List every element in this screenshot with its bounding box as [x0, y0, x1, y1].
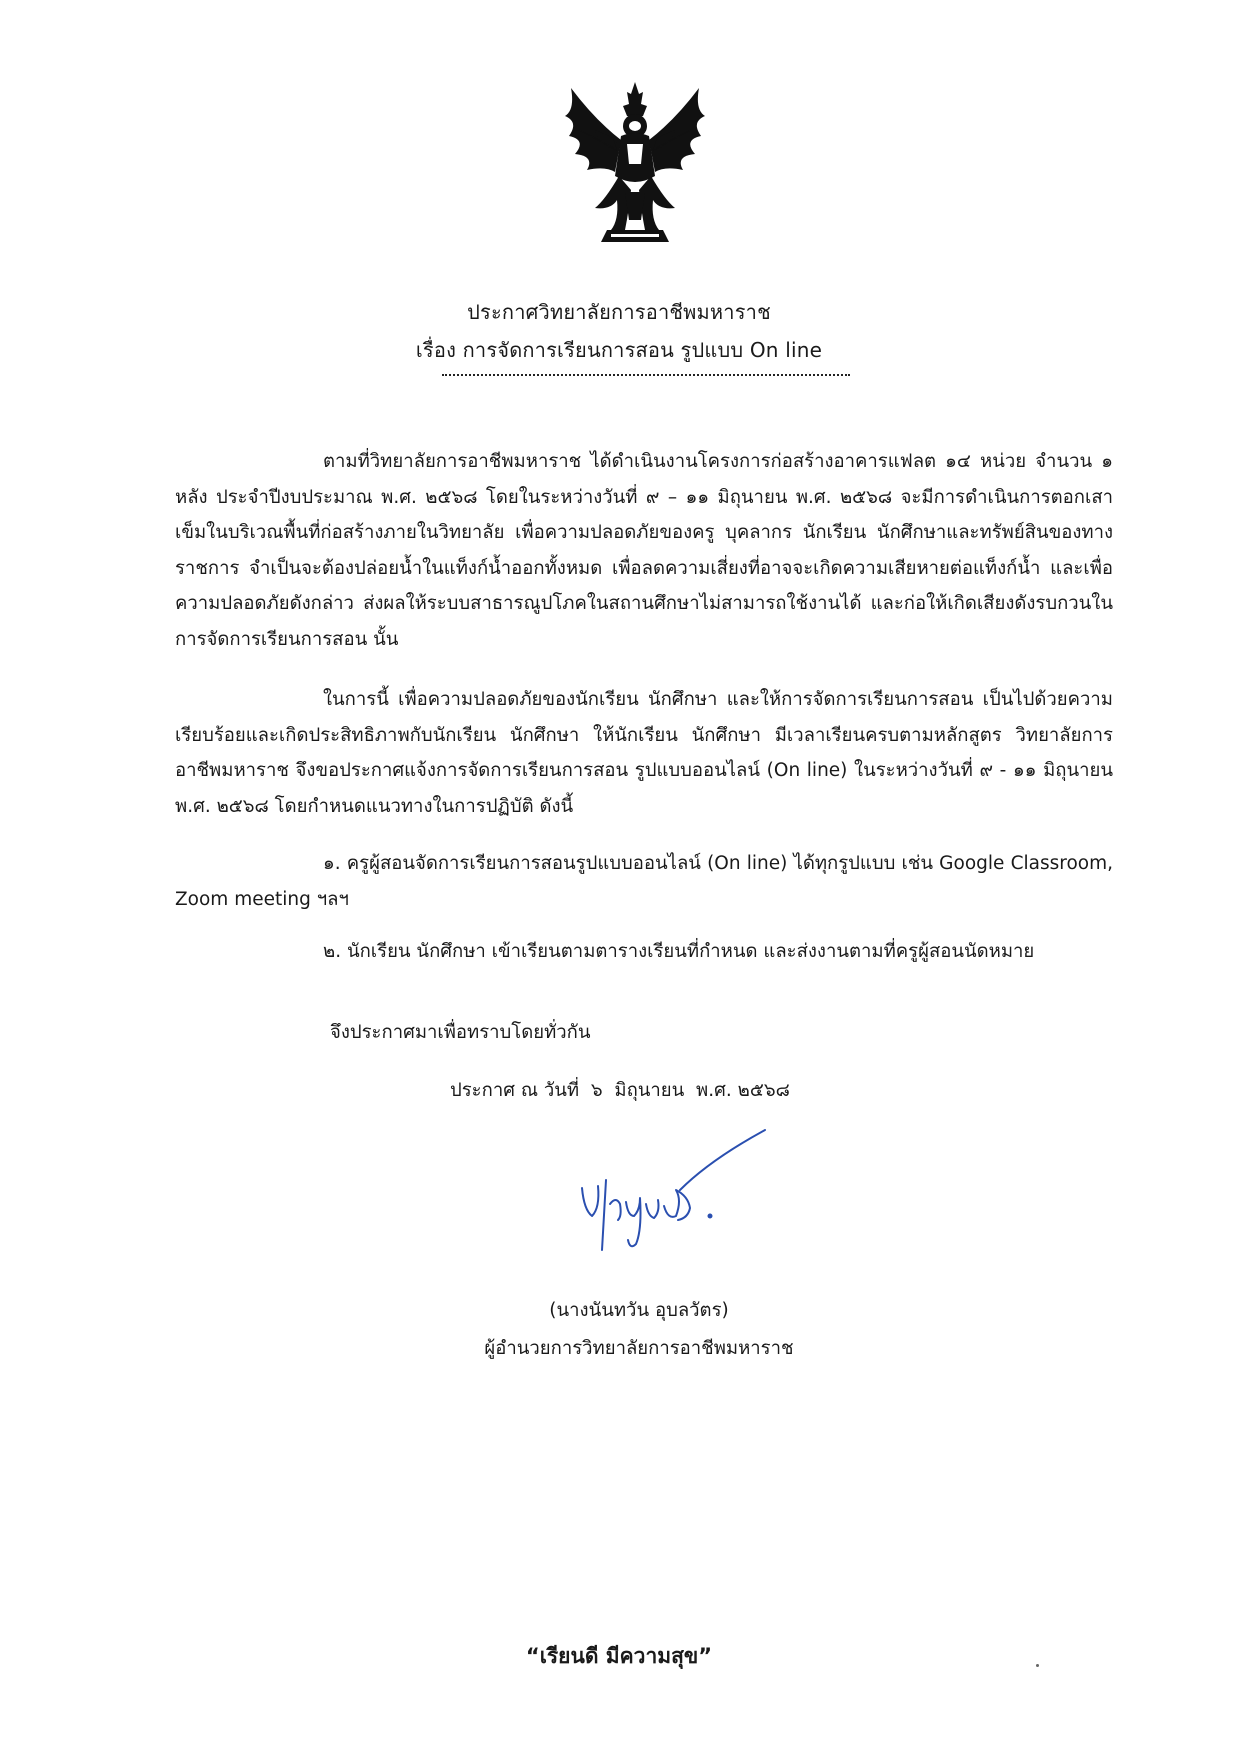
announcement-title: ประกาศวิทยาลัยการอาชีพมหาราช	[467, 300, 771, 324]
scan-speck	[1036, 1664, 1039, 1667]
guideline-item-2-text: ๒. นักเรียน นักศึกษา เข้าเรียนตามตารางเรียนที่กำหนด และส่งงานตามที่ครูผู้สอนนัดหมาย	[323, 941, 1035, 962]
guideline-item-1	[175, 846, 1113, 917]
guideline-item-2	[175, 934, 1113, 970]
announcement-subject: เรื่อง การจัดการเรียนการสอน รูปแบบ On line	[415, 338, 823, 362]
announcement-date: ประกาศ ณ วันที่ ๖ มิถุนายน พ.ศ. ๒๕๖๘	[450, 1080, 790, 1101]
dotted-divider	[442, 374, 850, 376]
signer-position: ผู้อำนวยการวิทยาลัยการอาชีพมหาราช	[484, 1338, 794, 1359]
paragraph-2-text: ในการนี้ เพื่อความปลอดภัยของนักเรียน นักศึกษา และให้การจัดการเรียนการสอน เป็นไปด้วยความเรียบร้อยและเกิดประสิทธิภาพกับนักเรียน นักศึกษา ให้นักเรียน นักศึกษา มีเวลาเรียนครบตามหลักสูตร วิทยาลัยการอาชีพมหาราช จึงขอประกาศแจ้งการจัดการเรียนการสอน รูปแบบออนไลน์ (On line) ในระหว่างวันที่ ๙ - ๑๑ มิถุนายน พ.ศ. ๒๕๖๘ โดยกำหนดแนวทางในการปฏิบัติ ดังนี้	[175, 689, 1113, 817]
garuda-emblem-icon	[555, 80, 715, 250]
handwritten-signature	[570, 1120, 780, 1270]
body-paragraph-2	[175, 682, 1113, 824]
college-motto: “เรียนดี มีความสุข”	[525, 1644, 713, 1668]
paragraph-1-text: ตามที่วิทยาลัยการอาชีพมหาราช ได้ดำเนินงานโครงการก่อสร้างอาคารแฟลต ๑๔ หน่วย จำนวน ๑ หลัง ประจำปีงบประมาณ พ.ศ. ๒๕๖๘ โดยในระหว่างวันที่ ๙ – ๑๑ มิถุนายน พ.ศ. ๒๕๖๘ จะมีการดำเนินการตอกเสาเข็มในบริเวณพื้นที่ก่อสร้างภายในวิทยาลัย เพื่อความปลอดภัยของครู บุคลากร นักเรียน นักศึกษาและทรัพย์สินของทางราชการ จำเป็นจะต้องปล่อยน้ำในแท็งก์น้ำออกทั้งหมด เพื่อลดความเสี่ยงที่อาจจะเกิดความเสียหายต่อแท็งก์น้ำ และเพื่อความปลอดภัยดังกล่าว ส่งผลให้ระบบสาธารณูปโภคในสถานศึกษาไม่สามารถใช้งานได้ และก่อให้เกิดเสียงดังรบกวนในการจัดการเรียนการสอน นั้น	[175, 451, 1113, 650]
guideline-item-1-text: ๑. ครูผู้สอนจัดการเรียนการสอนรูปแบบออนไลน์ (On line) ได้ทุกรูปแบบ เช่น Google Classroom, Zoom meeting ฯลฯ	[175, 853, 1113, 910]
body-paragraph-1	[175, 444, 1113, 657]
closing-statement: จึงประกาศมาเพื่อทราบโดยทั่วกัน	[330, 1022, 591, 1043]
signer-name: (นางนันทวัน อุบลวัตร)	[549, 1300, 729, 1321]
